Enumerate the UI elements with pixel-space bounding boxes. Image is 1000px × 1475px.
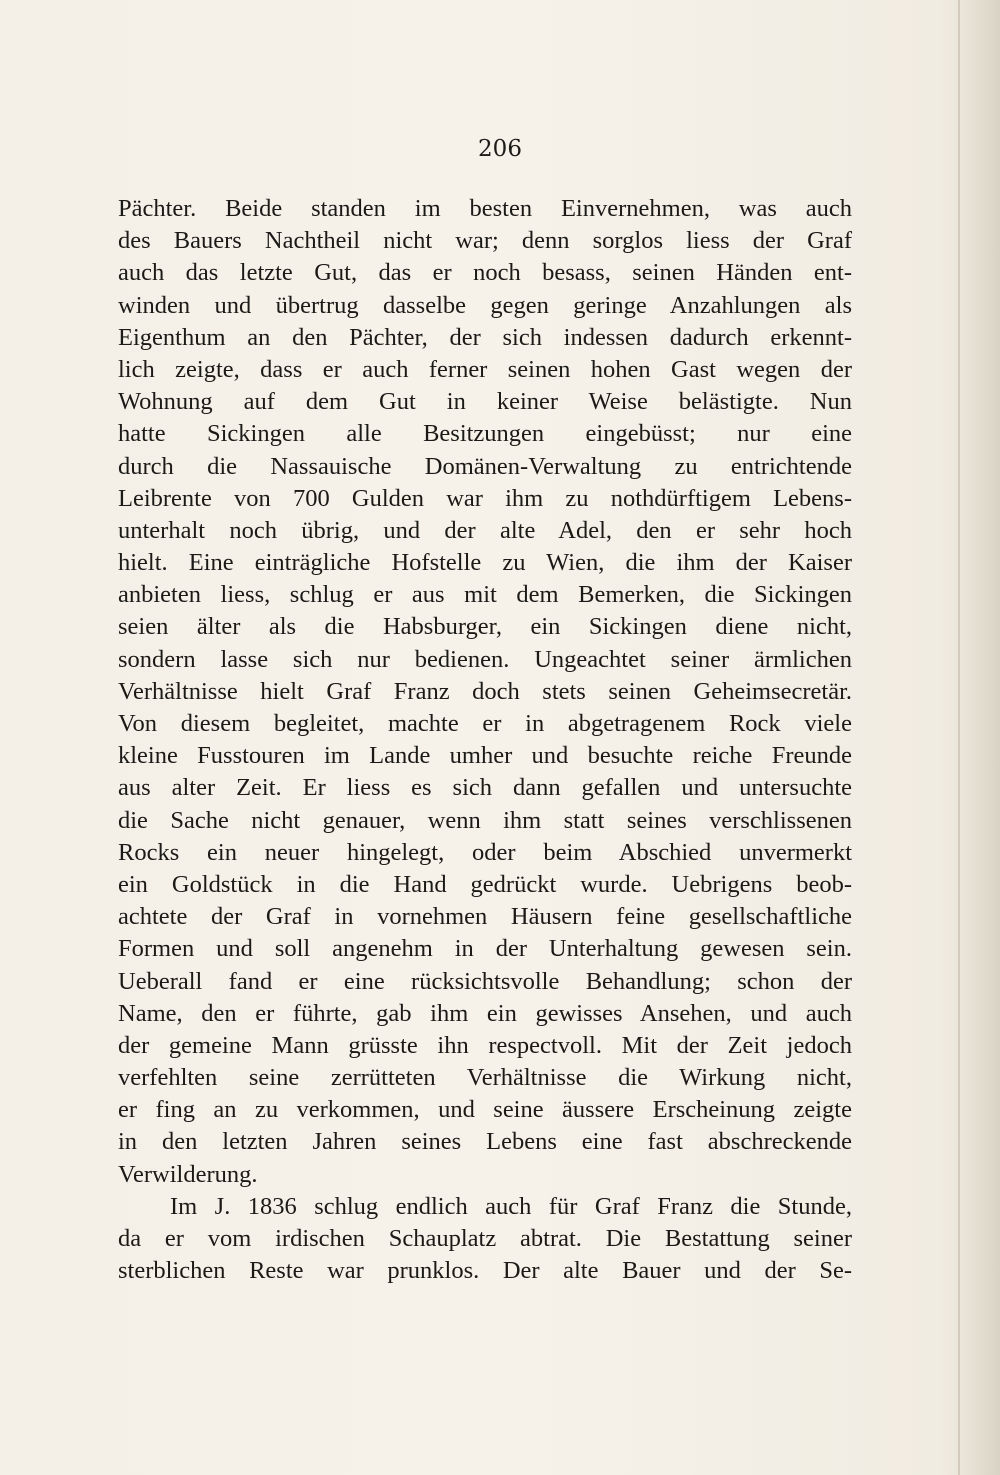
text-line: Formen und soll angenehm in der Unterhaltung gewesen sein. xyxy=(118,935,852,963)
text-line: Wohnung auf dem Gut in keiner Weise belästigte. Nun xyxy=(118,388,852,416)
text-line: der gemeine Mann grüsste ihn respectvoll. Mit der Zeit jedoch xyxy=(118,1031,852,1059)
text-line: auch das letzte Gut, das er noch besass, seinen Händen ent- xyxy=(118,259,852,287)
text-line: Rocks ein neuer hingelegt, oder beim Abschied unvermerkt xyxy=(118,838,852,866)
text-line: da er vom irdischen Schauplatz abtrat. Die Bestattung seiner xyxy=(118,1225,852,1252)
text-line: seien älter als die Habsburger, ein Sickingen diene nicht, xyxy=(118,613,852,641)
text-line: Ueberall fand er eine rücksichtsvolle Behandlung; schon der xyxy=(118,967,852,995)
text-line: Verhältnisse hielt Graf Franz doch stets seinen Geheimsecretär. xyxy=(118,677,852,705)
page-number: 206 xyxy=(478,136,522,162)
paragraph-start-line: Im J. 1836 schlug endlich auch für Graf Franz die Stunde, xyxy=(170,1192,852,1220)
text-line: Von diesem begleitet, machte er in abgetragenem Rock viele xyxy=(118,710,852,737)
text-line: achtete der Graf in vornehmen Häusern feine gesellschaftliche xyxy=(118,903,852,931)
text-line: Leibrente von 700 Gulden war ihm zu nothdürftigem Lebens- xyxy=(118,484,852,512)
text-line: hatte Sickingen alle Besitzungen eingebüsst; nur eine xyxy=(118,420,852,448)
text-line: die Sache nicht genauer, wenn ihm statt seines verschlissenen xyxy=(118,806,852,834)
text-line: sondern lasse sich nur bedienen. Ungeachtet seiner ärmlichen xyxy=(118,645,852,673)
text-line: sterblichen Reste war prunklos. Der alte Bauer und der Se- xyxy=(118,1257,852,1285)
text-line: des Bauers Nachtheil nicht war; denn sorglos liess der Graf xyxy=(118,227,852,255)
text-line: Eigenthum an den Pächter, der sich indessen dadurch erkennt- xyxy=(118,323,852,351)
text-line: verfehlten seine zerrütteten Verhältnisse die Wirkung nicht, xyxy=(118,1064,852,1092)
text-line: anbieten liess, schlug er aus mit dem Bemerken, die Sickingen xyxy=(118,581,852,609)
text-line: Pächter. Beide standen im besten Einvernehmen, was auch xyxy=(118,195,852,222)
text-line: er fing an zu verkommen, und seine äussere Erscheinung zeigte xyxy=(118,1096,852,1124)
text-line: unterhalt noch übrig, und der alte Adel, den er sehr hoch xyxy=(118,516,852,544)
text-line: aus alter Zeit. Er liess es sich dann gefallen und untersuchte xyxy=(118,774,852,802)
text-line: ein Goldstück in die Hand gedrückt wurde. Uebrigens beob- xyxy=(118,870,852,898)
text-line: hielt. Eine einträgliche Hofstelle zu Wien, die ihm der Kaiser xyxy=(118,549,852,577)
paragraph-end-line: Verwilderung. xyxy=(118,1160,258,1188)
text-line: in den letzten Jahren seines Lebens eine fast abschreckende xyxy=(118,1128,852,1156)
text-line: lich zeigte, dass er auch ferner seinen hohen Gast wegen der xyxy=(118,355,852,383)
text-line: Name, den er führte, gab ihm ein gewisses Ansehen, und auch xyxy=(118,999,852,1027)
page-edge xyxy=(958,0,960,1475)
text-line: winden und übertrug dasselbe gegen geringe Anzahlungen als xyxy=(118,291,852,319)
body-text xyxy=(118,193,852,1287)
text-line: durch die Nassauische Domänen-Verwaltung zu entrichtende xyxy=(118,452,852,480)
text-line: kleine Fusstouren im Lande umher und besuchte reiche Freunde xyxy=(118,742,852,770)
